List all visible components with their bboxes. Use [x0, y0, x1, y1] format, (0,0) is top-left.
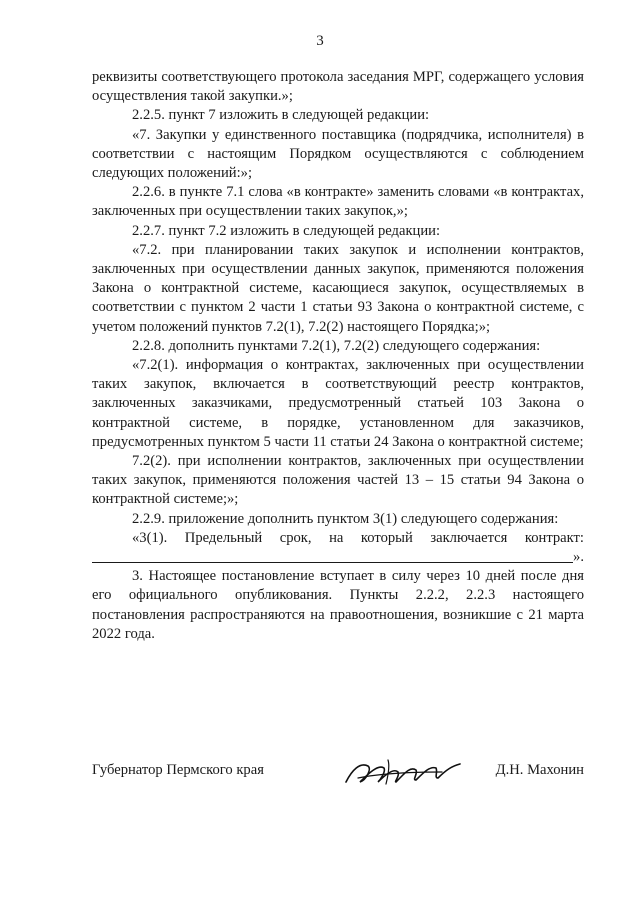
- blank-fill-line: [92, 548, 584, 567]
- document-body: [92, 68, 584, 644]
- closing-quote: ».: [573, 549, 584, 566]
- paragraph: 7.2(2). при исполнении контрактов, заключенных при осуществлении таких закупок, применяются положения частей 13 – 15 статьи 94 Закона о контрактной системе;»;: [92, 453, 584, 508]
- paragraph: «3(1). Предельный срок, на который заключается контракт:: [132, 529, 584, 546]
- paragraph: 3. Настоящее постановление вступает в силу через 10 дней после дня его официального опубликования. Пункты 2.2.2, 2.2.3 настоящего постановления распространяются на правоотношения, возникшие с 21 марта 2022 года.: [92, 568, 584, 642]
- paragraph: 2.2.7. пункт 7.2 изложить в следующей редакции:: [132, 222, 441, 239]
- paragraph: «7.2. при планировании таких закупок и исполнении контрактов, заключенных при осуществлении данных закупок, применяются положения Закона о контрактной системе, касающиеся закупок, осуществляемых в соответствии с пунктом 2 части 1 статьи 93 Закона о контрактной системе, с учетом положений пунктов 7.2(1), 7.2(2) настоящего Порядка;»;: [92, 241, 584, 335]
- paragraph: 2.2.5. пункт 7 изложить в следующей редакции:: [132, 107, 430, 124]
- handwritten-signature: [338, 752, 468, 792]
- paragraph: «7.2(1). информация о контрактах, заключенных при осуществлении таких закупок, включается в соответствующий реестр контрактов, заключенных заказчиками, предусмотренный статьей 103 Закона о контрактной системе, в порядке, установленном для заказчиков, предусмотренных пунктом 5 части 11 статьи 24 Закона о контрактной системе;: [92, 357, 584, 450]
- paragraph: реквизиты соответствующего протокола заседания МРГ, содержащего условия осуществления такой закупки.»;: [92, 69, 584, 105]
- page-number: 3: [316, 33, 324, 49]
- signatory-name: Д.Н. Махонин: [495, 762, 584, 778]
- underline: [92, 562, 573, 563]
- paragraph: 2.2.8. дополнить пунктами 7.2(1), 7.2(2) следующего содержания:: [132, 337, 541, 354]
- paragraph: 2.2.6. в пункте 7.1 слова «в контракте» заменить словами «в контрактах, заключенных при осуществлении таких закупок,»;: [92, 184, 584, 220]
- paragraph: 2.2.9. приложение дополнить пунктом 3(1) следующего содержания:: [132, 510, 559, 527]
- paragraph: «7. Закупки у единственного поставщика (подрядчика, исполнителя) в соответствии с настоящим Порядком осуществляются с соблюдением следующих положений:»;: [92, 126, 584, 182]
- signatory-position: Губернатор Пермского края: [92, 762, 264, 778]
